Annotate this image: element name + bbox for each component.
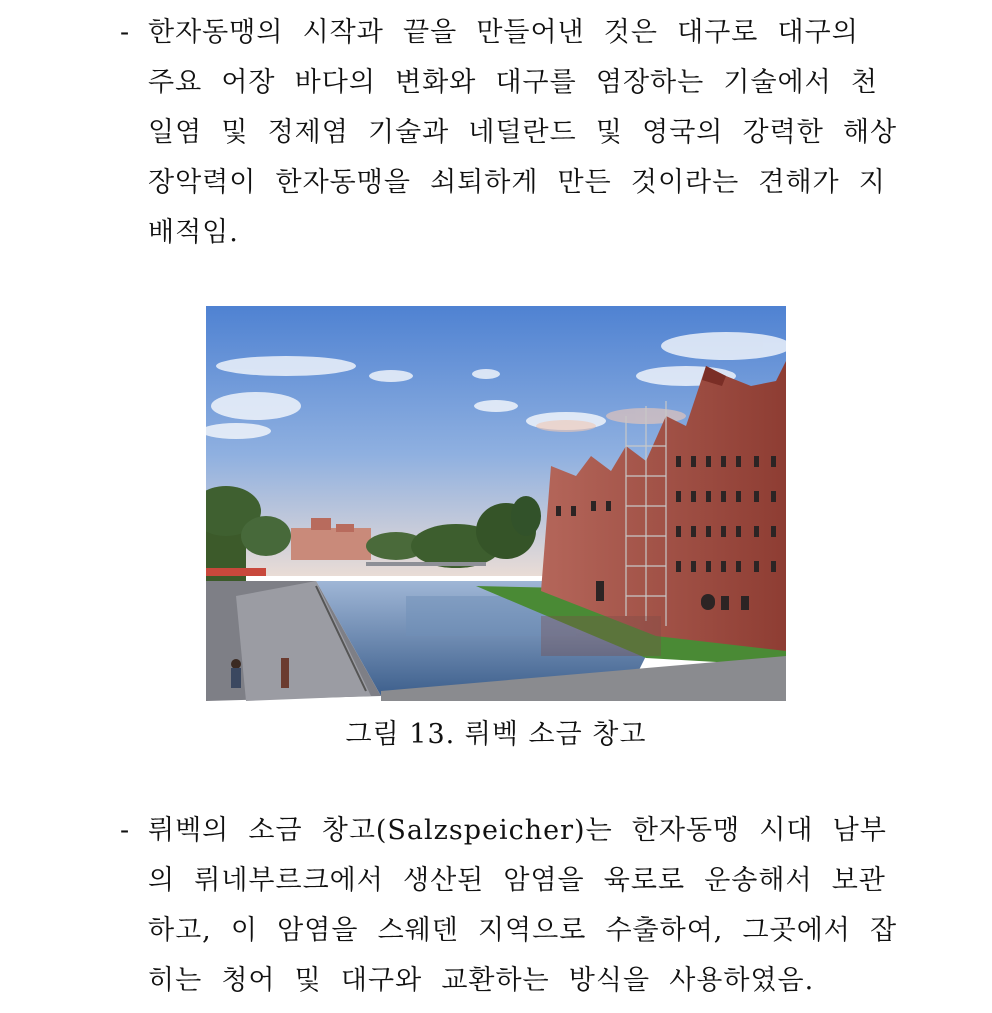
paragraph-line: 배적임.: [148, 217, 239, 248]
paragraph-line: 의 뤼네부르크에서 생산된 암염을 육로로 운송해서 보관: [148, 865, 886, 896]
lubeck-salt-warehouse-photo: [206, 306, 786, 701]
bullet-dash: -: [120, 815, 131, 846]
figure-caption: 그림 13. 뤼벡 소금 창고: [345, 719, 647, 750]
bullet-dash: -: [120, 17, 131, 48]
paragraph-line: 히는 청어 및 대구와 교환하는 방식을 사용하였음.: [148, 965, 815, 996]
paragraph-line: 하고, 이 암염을 스웨덴 지역으로 수출하여, 그곳에서 잡: [148, 915, 898, 946]
paragraph-line: 뤼벡의 소금 창고(Salzspeicher)는 한자동맹 시대 남부: [148, 815, 887, 846]
paragraph-line: 한자동맹의 시작과 끝을 만들어낸 것은 대구로 대구의: [148, 17, 859, 48]
paragraph-line: 주요 어장 바다의 변화와 대구를 염장하는 기술에서 천: [148, 67, 878, 98]
paragraph-line: 일염 및 정제염 기술과 네덜란드 및 영국의 강력한 해상: [148, 117, 898, 148]
paragraph-line: 장악력이 한자동맹을 쇠퇴하게 만든 것이라는 견해가 지: [148, 167, 886, 198]
